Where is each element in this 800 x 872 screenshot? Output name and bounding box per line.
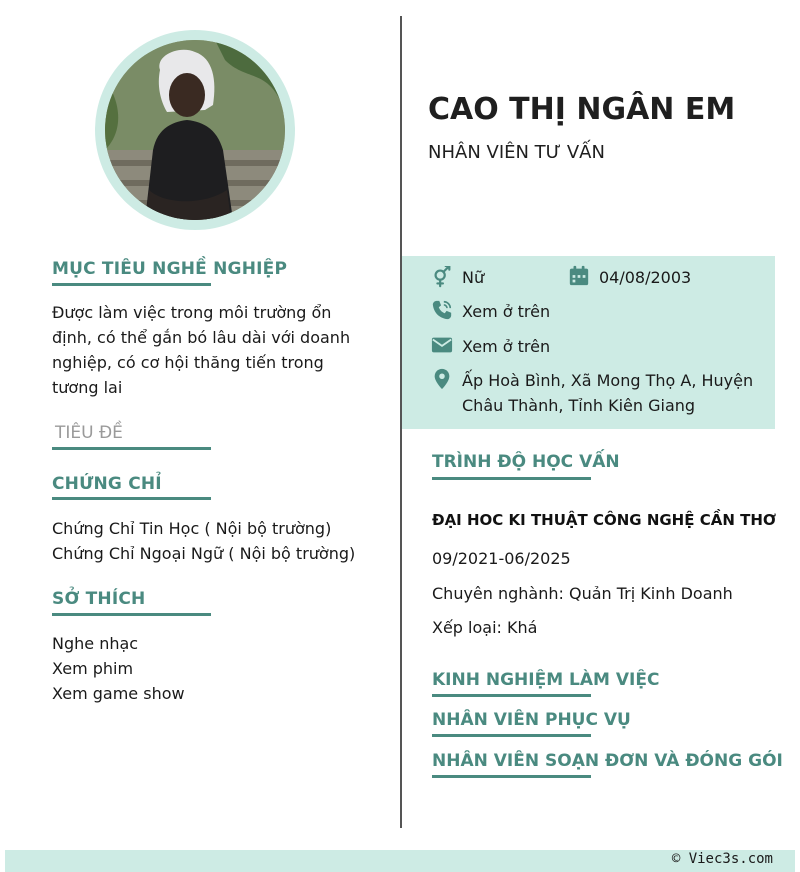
address-line: Châu Thành, Tỉnh Kiên Giang — [462, 396, 696, 415]
certificates-title: CHỨNG CHỈ — [52, 474, 162, 494]
location-icon — [431, 368, 453, 390]
calendar-icon — [568, 265, 590, 287]
certificates-list — [52, 516, 392, 566]
school-name: ĐẠI HOC KI THUẬT CÔNG NGHỆ CẦN THƠ — [432, 511, 776, 529]
hobby-item: Xem phim — [52, 659, 134, 678]
hobbies-underline — [52, 613, 211, 616]
job-underline — [432, 734, 591, 737]
objective-line: nghiệp, có cơ hội thăng tiến trong — [52, 353, 324, 372]
experience-title: KINH NGHIỆM LÀM VIỆC — [432, 670, 660, 690]
candidate-position: NHÂN VIÊN TƯ VẤN — [428, 142, 605, 163]
objective-line: tương lai — [52, 378, 123, 397]
avatar-photo — [105, 40, 285, 220]
phone-icon — [431, 299, 453, 321]
certificate-item: Chứng Chỉ Ngoại Ngữ ( Nội bộ trường) — [52, 544, 356, 563]
education-underline — [432, 477, 591, 480]
job-title: NHÂN VIÊN PHỤC VỤ — [432, 710, 631, 730]
objective-text — [52, 300, 352, 400]
address-line: Ấp Hoà Bình, Xã Mong Thọ A, Huyện — [462, 371, 754, 390]
education-grade: Xếp loại: Khá — [432, 618, 538, 637]
email-value: Xem ở trên — [462, 337, 551, 356]
education-title: TRÌNH ĐỘ HỌC VẤN — [432, 452, 620, 472]
objective-line: định, có thể gắn bó lâu dài với doanh — [52, 328, 351, 347]
birthdate-value: 04/08/2003 — [599, 268, 692, 287]
objective-title: MỤC TIÊU NGHỀ NGHIỆP — [52, 259, 288, 279]
avatar-frame — [95, 30, 295, 230]
gender-value: Nữ — [462, 268, 485, 287]
placeholder-title: TIÊU ĐỀ — [55, 423, 123, 443]
placeholder-underline — [52, 447, 211, 450]
certificate-item: Chứng Chỉ Tin Học ( Nội bộ trường) — [52, 519, 332, 538]
education-major: Chuyên nghành: Quản Trị Kinh Doanh — [432, 584, 733, 603]
footer-bar — [5, 850, 795, 872]
objective-underline — [52, 283, 211, 286]
address-value — [462, 368, 767, 418]
hobbies-list — [52, 631, 352, 706]
experience-underline — [432, 694, 591, 697]
hobbies-title: SỞ THÍCH — [52, 589, 146, 609]
gender-icon — [431, 266, 453, 288]
footer-credit: © Viec3s.com — [671, 851, 773, 867]
avatar — [105, 40, 285, 220]
education-period: 09/2021-06/2025 — [432, 549, 571, 568]
job-title: NHÂN VIÊN SOẠN ĐƠN VÀ ĐÓNG GÓI — [432, 751, 783, 771]
hobby-item: Nghe nhạc — [52, 634, 139, 653]
email-icon — [431, 334, 453, 356]
certificates-underline — [52, 497, 211, 500]
phone-value: Xem ở trên — [462, 302, 551, 321]
candidate-name: CAO THỊ NGÂN EM — [428, 92, 736, 127]
hobby-item: Xem game show — [52, 684, 185, 703]
objective-line: Được làm việc trong môi trường ổn — [52, 303, 332, 322]
job-underline — [432, 775, 591, 778]
